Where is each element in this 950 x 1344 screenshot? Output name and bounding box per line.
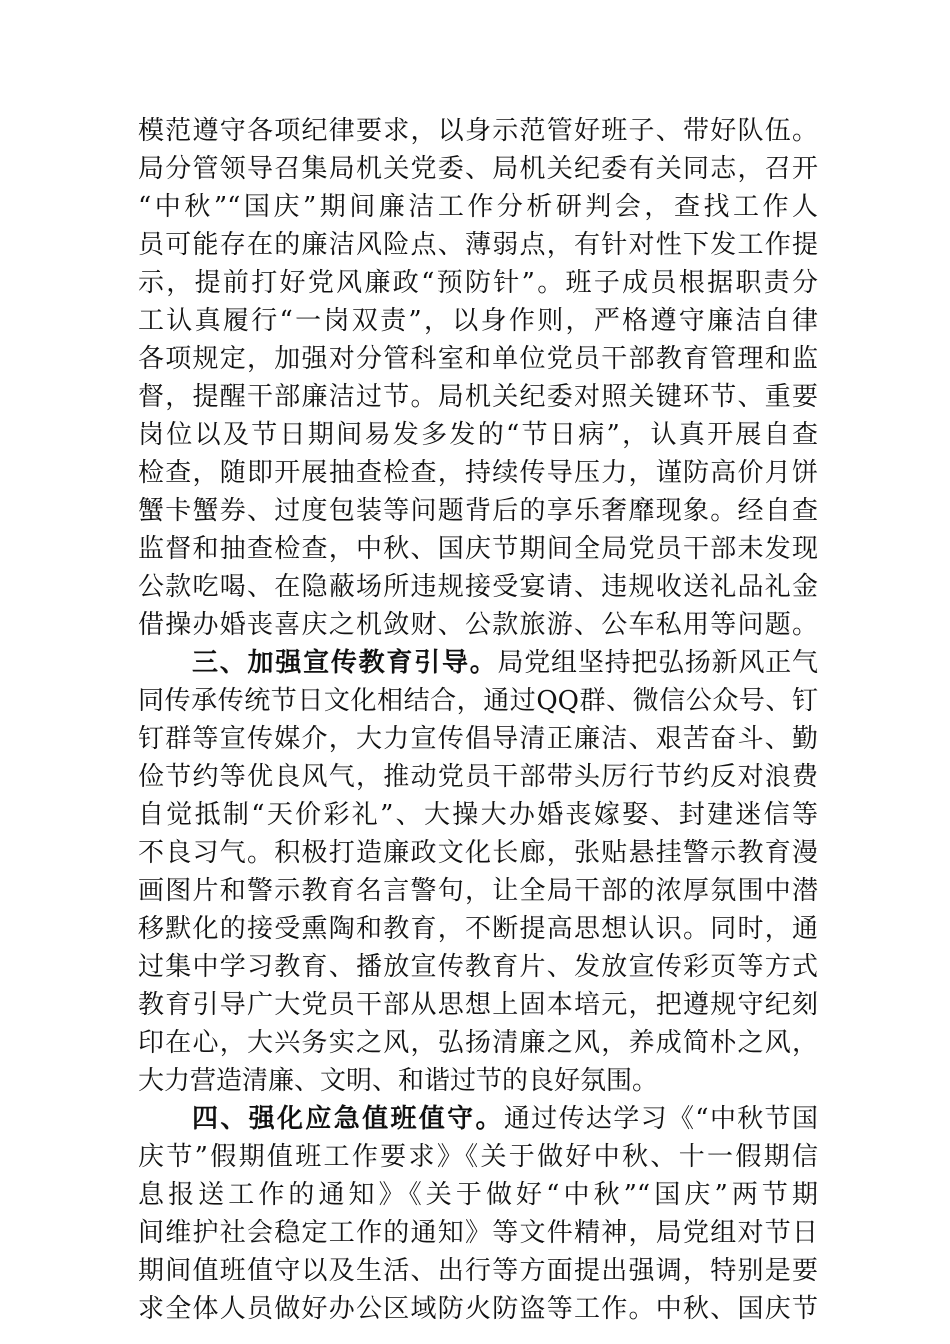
text-line: 督，提醒干部廉洁过节。局机关纪委对照关键环节、重要 [138,382,818,412]
text-line: 借操办婚丧喜庆之机敛财、公款旅游、公车私用等问题。 [138,610,818,640]
text-line: 印在心，大兴务实之风，弘扬清廉之风，养成简朴之风， [138,1028,818,1058]
text-line: 局分管领导召集局机关党委、局机关纪委有关同志，召开 [138,154,818,184]
section-heading-four: 四、强化应急值班值守。 [192,1104,504,1134]
text-line: 各项规定，加强对分管科室和单位党员干部教育管理和监 [138,344,818,374]
text-line: 画图片和警示教育名言警句，让全局干部的浓厚氛围中潜 [138,876,818,906]
text-line: 移默化的接受熏陶和教育，不断提高思想认识。同时，通 [138,914,818,944]
text-line: 息报送工作的通知》《关于做好“中秋”“国庆”两节期 [138,1180,818,1210]
text-line: 员可能存在的廉洁风险点、薄弱点，有针对性下发工作提 [138,230,818,260]
text-line: 庆节”假期值班工作要求》《关于做好中秋、十一假期信 [138,1142,818,1172]
text-line: 工认真履行“一岗双责”，以身作则，严格遵守廉洁自律 [138,306,818,336]
section-first-line-text: 局党组坚持把弘扬新风正气 [497,648,818,678]
text-line: 监督和抽查检查，中秋、国庆节期间全局党员干部未发现 [138,534,818,564]
text-line: 间维护社会稳定工作的通知》等文件精神，局党组对节日 [138,1218,818,1248]
text-line: 俭节约等优良风气，推动党员干部带头厉行节约反对浪费 [138,762,818,792]
paragraph-emergency-duty [138,1100,818,1328]
text-line: 同传承传统节日文化相结合，通过QQ群、微信公众号、钉 [138,686,818,716]
text-line: 示，提前打好党风廉政“预防针”。班子成员根据职责分 [138,268,818,298]
text-line: 自觉抵制“天价彩礼”、大操大办婚丧嫁娶、封建迷信等 [138,800,818,830]
paragraph-publicity-education [138,644,818,1100]
text-line: 过集中学习教育、播放宣传教育片、发放宣传彩页等方式 [138,952,818,982]
section-first-line [138,1100,818,1138]
text-line: 不良习气。积极打造廉政文化长廊，张贴悬挂警示教育漫 [138,838,818,868]
section-first-line-text: 通过传达学习《“中秋节国 [503,1104,818,1134]
text-line: 公款吃喝、在隐蔽场所违规接受宴请、违规收送礼品礼金 [138,572,818,602]
document-page [138,112,818,1328]
text-line: 教育引导广大党员干部从思想上固本培元，把遵规守纪刻 [138,990,818,1020]
text-line: “中秋”“国庆”期间廉洁工作分析研判会，查找工作人 [138,192,818,222]
text-line: 大力营造清廉、文明、和谐过节的良好氛围。 [138,1066,659,1096]
text-line: 求全体人员做好办公区域防火防盗等工作。中秋、国庆节 [138,1294,818,1324]
text-line: 模范遵守各项纪律要求，以身示范管好班子、带好队伍。 [138,116,818,146]
text-line: 钉群等宣传媒介，大力宣传倡导清正廉洁、艰苦奋斗、勤 [138,724,818,754]
text-line: 期间值班值守以及生活、出行等方面提出强调，特别是要 [138,1256,818,1286]
section-first-line [138,644,818,682]
section-heading-three: 三、加强宣传教育引导。 [192,648,498,678]
text-line: 检查，随即开展抽查检查，持续传导压力，谨防高价月饼 [138,458,818,488]
text-line: 蟹卡蟹券、过度包装等问题背后的享乐奢靡现象。经自查 [138,496,818,526]
paragraph-discipline [138,112,818,644]
text-line: 岗位以及节日期间易发多发的“节日病”，认真开展自查 [138,420,818,450]
